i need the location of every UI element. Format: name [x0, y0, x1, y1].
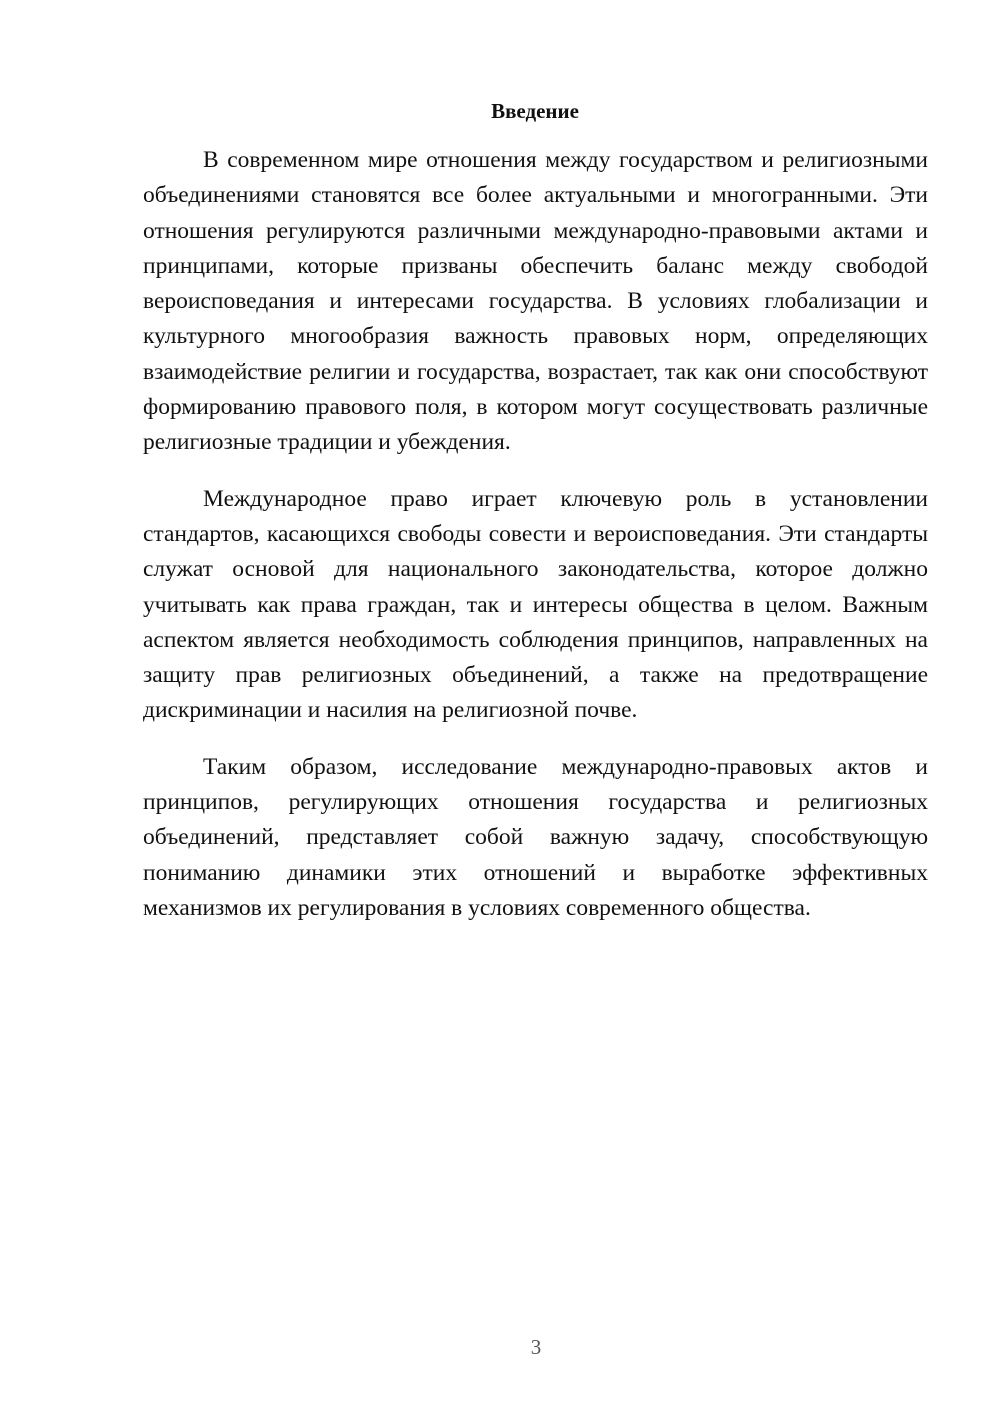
body-text: [143, 143, 928, 926]
paragraph-2: Международное право играет ключевую роль в установлении стандартов, касающихся свободы совести и вероисповедания. Эти стандарты служат основой для национального законодательства, которое должно учитывать как права граждан, так и интересы общества в целом. Важным аспектом является необходимость соблюдения принципов, направленных на защиту прав религиозных объединений, а также на предотвращение дискриминации и насилия на религиозной почве.: [143, 485, 928, 724]
section-title: Введение: [491, 99, 579, 123]
paragraph-1: В современном мире отношения между государством и религиозными объединениями становятся все более актуальными и многогранными. Эти отношения регулируются различными международно-правовыми актами и принципами, которые призваны обеспечить баланс между свободой вероисповедания и интересами государства. В условиях глобализации и культурного многообразия важность правовых норм, определяющих взаимодействие религии и государства, возрастает, так как они способствуют формированию правового поля, в котором могут сосуществовать различные религиозные традиции и убеждения.: [143, 147, 928, 456]
page-number: 3: [530, 1335, 542, 1359]
paragraph-3: Таким образом, исследование международно-правовых актов и принципов, регулирующих отношения государства и религиозных объединений, представляет собой важную задачу, способствующую пониманию динамики этих отношений и выработке эффективных механизмов их регулирования в условиях современного общества.: [143, 753, 928, 921]
